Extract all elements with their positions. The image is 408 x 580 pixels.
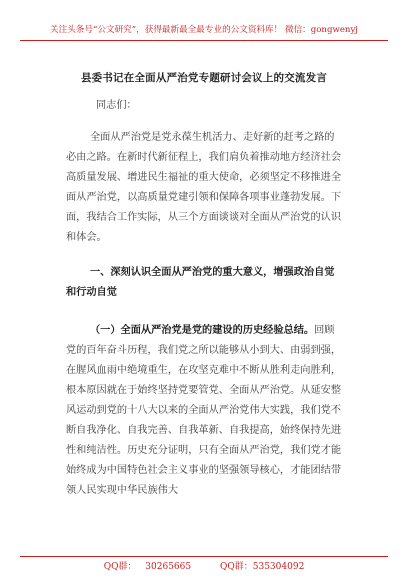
section-heading-1 [66, 262, 344, 302]
footer [20, 559, 388, 572]
document-title: 县委书记在全面从严治党专题研讨会议上的交流发言 [80, 72, 328, 84]
footer-qq-group-1: QQ群： 30265665 [103, 562, 192, 572]
paragraph-subsection-1 [66, 320, 344, 501]
subsection-1-text: 回顾党的百年奋斗历程，我们党之所以能够从小到大、由弱到强，在腥风血雨中绝境重生，在攻坚克难中不断从胜利走向胜利，根本原因就在于始终坚持党要管党、全面从严治党。从延安整风运动到党的十八大以来的全面从严治党伟大实践，我们党不断自我净化、自我完善、自我革新、自我提高，始终保持先进性和纯洁性。历史充分证明，只有全面从严治党，我们党才能始终成为中国特色社会主义事业的坚强领导核心，才能团结带领人民实现中华民族伟大 [66, 325, 342, 496]
header-banner: 关注头条号“公文研究”，获得最新最全最专业的公文资料库！ 微信：gongwenyj [50, 25, 358, 35]
paragraph-intro [66, 128, 344, 248]
paragraph-intro-text: 全面从严治党是党永葆生机活力、走好新的赶考之路的必由之路。在新时代新征程上，我们肩负着推动地方经济社会高质量发展、增进民生福祉的重大使命，必须坚定不移推进全面从严治党，以高质量党建引领和保障各项事业蓬勃发展。下面，我结合工作实际，从三个方面谈谈对全面从严治党的认识和体会。 [66, 132, 342, 243]
footer-qq-group-2: QQ群：535304092 [220, 562, 305, 572]
salutation: 同志们： [96, 100, 137, 111]
header-divider [20, 40, 388, 41]
section-heading-1-text: 一、深刻认识全面从严治党的重大意义，增强政治自觉和行动自觉 [66, 266, 335, 298]
footer-divider [20, 556, 388, 557]
subsection-1-heading: （一）全面从严治党是党的建设的历史经验总结。 [90, 324, 315, 336]
